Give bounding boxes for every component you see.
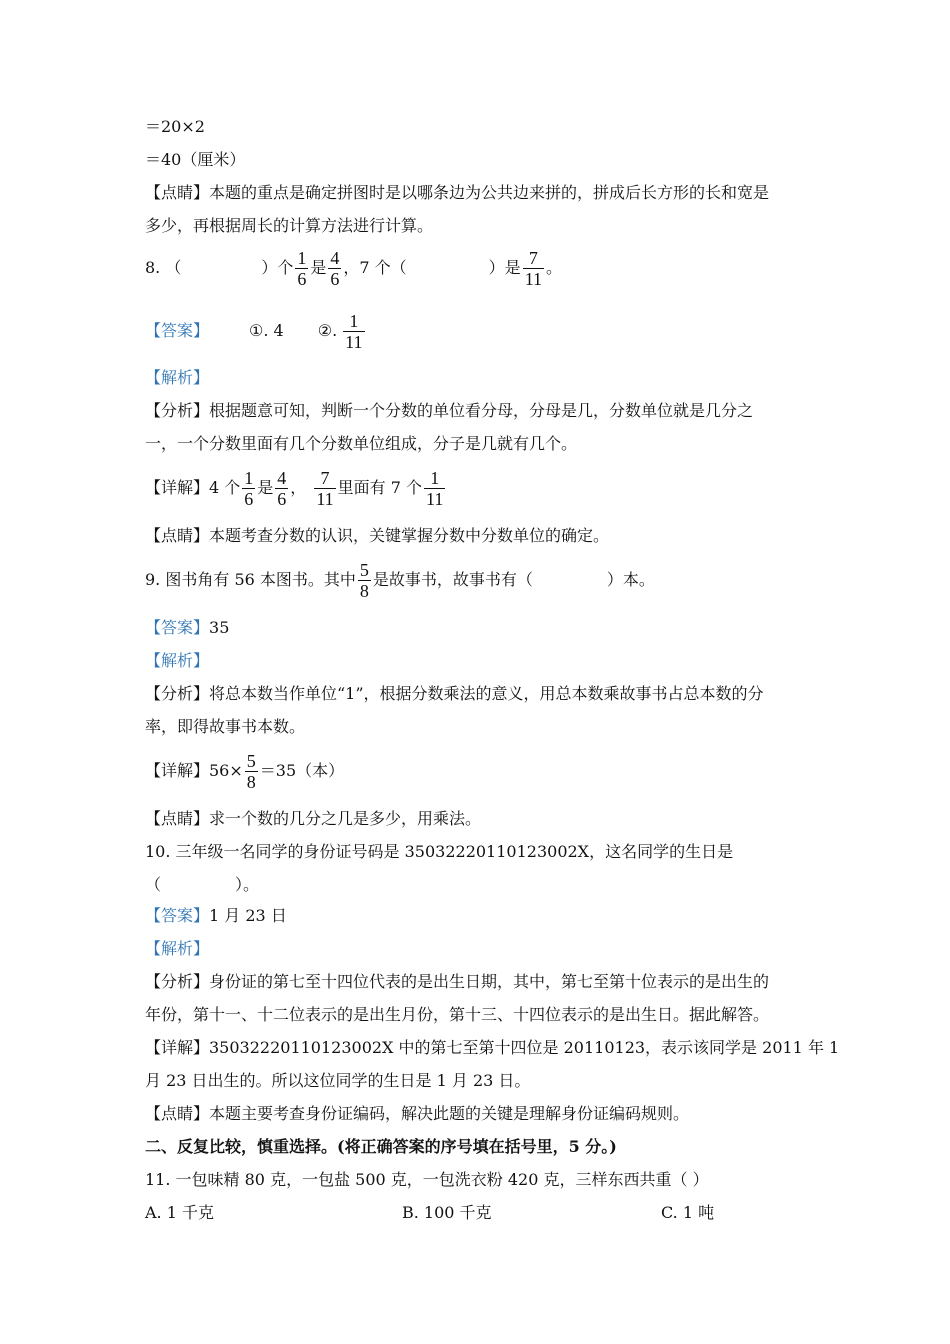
answer-8 <box>145 310 367 352</box>
dianjing-7-line-2: 多少，再根据周长的计算方法进行计算。 <box>145 216 434 235</box>
q8-text-b: ）个 <box>261 258 294 277</box>
calc-line-2: ＝40（厘米） <box>145 150 246 169</box>
fenxi-8-line-2: 一，一个分数里面有几个分数单位组成，分子是几就有几个。 <box>145 434 578 453</box>
xiangjie-9-text-a: 【详解】56× <box>145 761 243 780</box>
q8-text-e: ）是 <box>488 258 521 277</box>
q9-text-c: ）本。 <box>606 570 655 589</box>
question-8 <box>145 247 562 289</box>
q8-text-d: ，7 个（ <box>343 258 407 277</box>
answer-8-part-1: ①. 4 <box>249 321 284 340</box>
fenxi-10-line-1: 【分析】身份证的第七至十四位代表的是出生日期，其中，第七至第十位表示的是出生的 <box>145 972 770 991</box>
xj8-fraction-1: $\frac{1}{6}$ <box>244 467 254 509</box>
fenxi-9-line-1: 【分析】将总本数当作单位“1”，根据分数乘法的意义，用总本数乘故事书占总本数的分 <box>145 684 764 703</box>
option-b: B. 100 千克 <box>402 1203 492 1222</box>
q8-fraction-3: $\frac{7}{11}$ <box>524 247 543 289</box>
answer-10: 【答案】1 月 23 日 <box>145 906 287 925</box>
xiangjie-10-line-2: 月 23 日出生的。所以这位同学的生日是 1 月 23 日。 <box>145 1071 531 1090</box>
dianjing-9: 【点睛】求一个数的几分之几是多少，用乘法。 <box>145 809 482 828</box>
q9-fraction: $\frac{5}{8}$ <box>359 559 369 601</box>
xiangjie-8-text-b: 是 <box>257 478 274 497</box>
xiangjie-8-text-d: 里面有 7 个 <box>337 478 423 497</box>
question-9 <box>145 559 655 601</box>
option-c: C. 1 吨 <box>661 1203 715 1222</box>
dianjing-7-line-1: 【点睛】本题的重点是确定拼图时是以哪条边为公共边来拼的，拼成后长方形的长和宽是 <box>145 183 770 202</box>
xiangjie-8 <box>145 467 447 509</box>
question-11: 11. 一包味精 80 克，一包盐 500 克，一包洗衣粉 420 克，三样东西共重（ ） <box>145 1170 709 1189</box>
dianjing-8: 【点睛】本题考查分数的认识，关键掌握分数中分数单位的确定。 <box>145 526 610 545</box>
xj8-fraction-3: $\frac{7}{11}$ <box>316 467 334 509</box>
q9-text-a: 9. 图书角有 56 本图书。其中 <box>145 570 356 589</box>
fenxi-10-line-2: 年份，第十一、十二位表示的是出生月份，第十三、十四位表示的是出生日。据此解答。 <box>145 1005 770 1024</box>
xiangjie-9 <box>145 750 344 792</box>
answer-label: 【答案】 <box>145 321 210 340</box>
xj8-fraction-2: $\frac{4}{6}$ <box>277 467 287 509</box>
question-10-line-2: （ ）。 <box>145 875 260 894</box>
question-10-line-1: 10. 三年级一名同学的身份证号码是 35032220110123002X，这名同学的生日是 <box>145 842 734 861</box>
q8-text-a: 8. （ <box>145 258 182 277</box>
jiexi-9: 【解析】 <box>145 651 210 670</box>
q8-fraction-1: $\frac{1}{6}$ <box>297 247 307 289</box>
q9-text-b: 是故事书，故事书有（ <box>372 570 533 589</box>
fenxi-9-line-2: 率，即得故事书本数。 <box>145 717 306 736</box>
xiangjie-10-line-1: 【详解】35032220110123002X 中的第七至第十四位是 20110123，表示该同学是 2011 年 1 <box>145 1038 840 1057</box>
q8-fraction-2: $\frac{4}{6}$ <box>330 247 340 289</box>
answer-9: 【答案】35 <box>145 618 230 637</box>
option-a: A. 1 千克 <box>145 1203 214 1222</box>
dianjing-10: 【点睛】本题主要考查身份证编码，解决此题的关键是理解身份证编码规则。 <box>145 1104 690 1123</box>
xiangjie-8-text-a: 【详解】4 个 <box>145 478 241 497</box>
section-2-heading: 二、反复比较，慎重选择。(将正确答案的序号填在括号里，5 分。) <box>145 1137 617 1156</box>
jiexi-8: 【解析】 <box>145 368 210 387</box>
xj8-fraction-4: $\frac{1}{11}$ <box>426 467 444 509</box>
xiangjie-9-text-b: ＝35（本） <box>259 761 345 780</box>
q8-text-c: 是 <box>310 258 327 277</box>
jiexi-10: 【解析】 <box>145 939 210 958</box>
xj9-fraction: $\frac{5}{8}$ <box>246 750 256 792</box>
answer-8-part-2: ②. <box>317 321 338 340</box>
q8-text-f: 。 <box>546 258 563 277</box>
fenxi-8-line-1: 【分析】根据题意可知，判断一个分数的单位看分母，分母是几，分数单位就是几分之 <box>145 401 754 420</box>
answer-8-fraction: $\frac{1}{11}$ <box>345 310 363 352</box>
calc-line-1: ＝20×2 <box>145 117 205 136</box>
xiangjie-8-text-c: ， <box>290 478 307 497</box>
